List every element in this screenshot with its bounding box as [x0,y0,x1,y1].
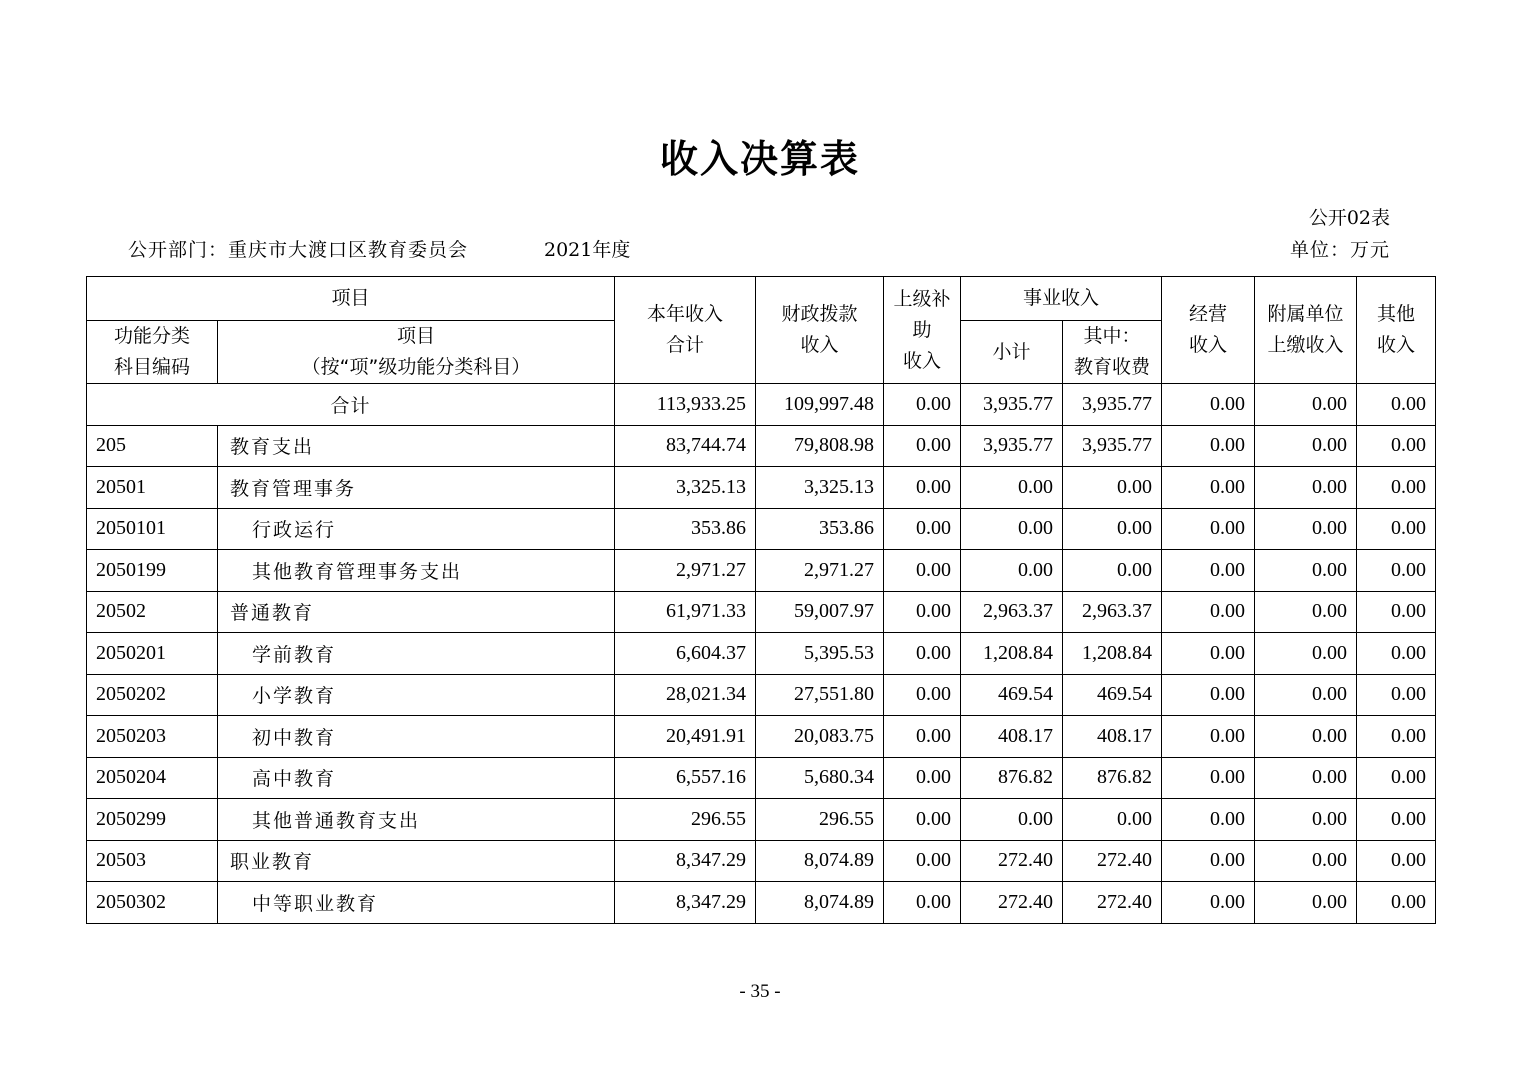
item-name-cell: 其他普通教育支出 [218,799,615,841]
amount-cell: 1,208.84 [1063,633,1162,675]
table-row [87,757,1436,799]
amount-cell: 28,021.34 [615,674,756,716]
table-row [87,674,1436,716]
amount-cell: 79,808.98 [756,425,884,467]
income-table [86,276,1436,924]
table-row [87,550,1436,592]
amount-cell: 59,007.97 [756,591,884,633]
amount-cell: 0.00 [1357,674,1436,716]
func-code-cell: 2050204 [87,757,218,799]
total-cell: 0.00 [1255,384,1357,426]
amount-cell: 20,083.75 [756,716,884,758]
amount-cell: 2,963.37 [961,591,1063,633]
amount-cell: 0.00 [1162,633,1255,675]
amount-cell: 876.82 [1063,757,1162,799]
header-business-edu-line2: 教育收费 [1074,356,1151,378]
amount-cell: 0.00 [1255,757,1357,799]
amount-cell: 0.00 [1162,882,1255,924]
amount-cell: 272.40 [1063,882,1162,924]
amount-cell: 0.00 [884,716,961,758]
header-func-code [87,321,218,384]
table-row [87,882,1436,924]
amount-cell: 0.00 [884,425,961,467]
amount-cell: 2,963.37 [1063,591,1162,633]
header-superior-line3: 收入 [903,349,942,372]
amount-cell: 0.00 [1162,467,1255,509]
amount-cell: 1,208.84 [961,633,1063,675]
func-code-cell: 2050199 [87,550,218,592]
table-row [87,633,1436,675]
amount-cell: 5,680.34 [756,757,884,799]
fiscal-year: 2021年度 [544,239,631,261]
func-code-cell: 205 [87,425,218,467]
amount-cell: 0.00 [1063,799,1162,841]
amount-cell: 0.00 [1255,591,1357,633]
amount-cell: 3,935.77 [1063,425,1162,467]
header-business-subtotal: 小计 [961,321,1063,384]
func-code-cell: 20502 [87,591,218,633]
item-name-cell: 行政运行 [218,508,615,550]
amount-cell: 0.00 [1255,799,1357,841]
amount-cell: 272.40 [961,840,1063,882]
header-operating-line2: 收入 [1189,334,1228,356]
amount-cell: 0.00 [961,508,1063,550]
page-title: 收入决算表 [659,137,860,181]
table-row [87,716,1436,758]
amount-cell: 0.00 [884,467,961,509]
total-cell: 0.00 [1357,384,1436,426]
amount-cell: 272.40 [961,882,1063,924]
amount-cell: 0.00 [884,674,961,716]
item-name-cell: 中等职业教育 [218,882,615,924]
amount-cell: 0.00 [1357,799,1436,841]
header-business-edu [1063,321,1162,384]
table-row [87,591,1436,633]
header-func-code-line2: 科目编码 [113,356,190,378]
header-total [615,277,756,384]
table-row [87,840,1436,882]
amount-cell: 0.00 [1162,840,1255,882]
item-name-cell: 初中教育 [218,716,615,758]
amount-cell: 0.00 [1357,757,1436,799]
amount-cell: 272.40 [1063,840,1162,882]
amount-cell: 0.00 [884,591,961,633]
header-superior [884,277,961,384]
amount-cell: 353.86 [756,508,884,550]
func-code-cell: 20503 [87,840,218,882]
item-name-cell: 其他教育管理事务支出 [218,550,615,592]
header-superior-line2: 助 [912,318,932,341]
total-cell: 109,997.48 [756,384,884,426]
amount-cell: 0.00 [1162,425,1255,467]
amount-cell: 296.55 [756,799,884,841]
amount-cell: 469.54 [961,674,1063,716]
amount-cell: 3,325.13 [615,467,756,509]
amount-cell: 0.00 [884,799,961,841]
item-name-cell: 高中教育 [218,757,615,799]
page-number: - 35 - [739,981,781,1002]
table-row [87,425,1436,467]
amount-cell: 0.00 [1162,591,1255,633]
amount-cell: 296.55 [615,799,756,841]
amount-cell: 0.00 [1255,467,1357,509]
amount-cell: 0.00 [1357,508,1436,550]
header-operating [1162,277,1255,384]
amount-cell: 2,971.27 [756,550,884,592]
amount-cell: 0.00 [1255,840,1357,882]
item-name-cell: 普通教育 [218,591,615,633]
amount-cell: 5,395.53 [756,633,884,675]
amount-cell: 0.00 [1357,550,1436,592]
item-name-cell: 学前教育 [218,633,615,675]
amount-cell: 0.00 [884,757,961,799]
amount-cell: 0.00 [1063,467,1162,509]
amount-cell: 0.00 [1162,757,1255,799]
func-code-cell: 2050201 [87,633,218,675]
amount-cell: 3,325.13 [756,467,884,509]
amount-cell: 0.00 [961,467,1063,509]
header-business-group: 事业收入 [961,277,1162,321]
amount-cell: 0.00 [1255,508,1357,550]
header-affiliated-line1: 附属单位 [1267,303,1344,325]
total-cell: 3,935.77 [1063,384,1162,426]
amount-cell: 0.00 [884,882,961,924]
amount-cell: 0.00 [961,799,1063,841]
header-operating-line1: 经营 [1189,303,1228,325]
total-cell: 3,935.77 [961,384,1063,426]
amount-cell: 0.00 [1162,508,1255,550]
amount-cell: 83,744.74 [615,425,756,467]
amount-cell: 8,347.29 [615,840,756,882]
header-item-name [218,321,615,384]
amount-cell: 0.00 [1255,716,1357,758]
header-superior-line1: 上级补 [893,287,951,310]
amount-cell: 408.17 [961,716,1063,758]
item-name-cell: 职业教育 [218,840,615,882]
amount-cell: 0.00 [1357,840,1436,882]
amount-cell: 0.00 [1255,674,1357,716]
total-cell: 113,933.25 [615,384,756,426]
header-item-name-line1: 项目 [397,325,436,347]
amount-cell: 8,347.29 [615,882,756,924]
header-fiscal-line1: 财政拨款 [781,303,858,325]
func-code-cell: 2050302 [87,882,218,924]
amount-cell: 0.00 [1357,467,1436,509]
amount-cell: 0.00 [1255,550,1357,592]
amount-cell: 0.00 [884,550,961,592]
total-cell: 0.00 [1162,384,1255,426]
header-total-line1: 本年收入 [647,303,724,325]
amount-cell: 61,971.33 [615,591,756,633]
item-name-cell: 小学教育 [218,674,615,716]
amount-cell: 3,935.77 [961,425,1063,467]
amount-cell: 0.00 [884,840,961,882]
header-affiliated-line2: 上缴收入 [1267,334,1344,356]
amount-cell: 0.00 [1357,591,1436,633]
amount-cell: 2,971.27 [615,550,756,592]
header-fiscal [756,277,884,384]
amount-cell: 0.00 [961,550,1063,592]
amount-cell: 0.00 [1063,550,1162,592]
total-row [87,384,1436,426]
header-affiliated [1255,277,1357,384]
amount-cell: 469.54 [1063,674,1162,716]
total-cell: 0.00 [884,384,961,426]
amount-cell: 0.00 [1357,882,1436,924]
header-business-edu-line1: 其中： [1083,325,1141,347]
amount-cell: 0.00 [1162,674,1255,716]
func-code-cell: 2050203 [87,716,218,758]
table-row [87,467,1436,509]
department-label: 公开部门：重庆市大渡口区教育委员会 [128,239,469,261]
func-code-cell: 2050299 [87,799,218,841]
amount-cell: 20,491.91 [615,716,756,758]
func-code-cell: 2050101 [87,508,218,550]
header-other-line1: 其他 [1377,303,1416,325]
header-other-line2: 收入 [1377,334,1416,356]
amount-cell: 0.00 [1255,633,1357,675]
header-item-name-line2: （按“项”级功能分类科目） [301,356,531,378]
amount-cell: 0.00 [1255,882,1357,924]
amount-cell: 0.00 [1162,799,1255,841]
func-code-cell: 2050202 [87,674,218,716]
amount-cell: 0.00 [1357,716,1436,758]
table-body [87,384,1436,924]
amount-cell: 0.00 [1162,550,1255,592]
amount-cell: 6,604.37 [615,633,756,675]
unit-label: 单位：万元 [1289,239,1390,261]
amount-cell: 8,074.89 [756,882,884,924]
table-row [87,799,1436,841]
amount-cell: 0.00 [1357,425,1436,467]
amount-cell: 0.00 [884,508,961,550]
amount-cell: 8,074.89 [756,840,884,882]
amount-cell: 408.17 [1063,716,1162,758]
item-name-cell: 教育管理事务 [218,467,615,509]
amount-cell: 353.86 [615,508,756,550]
form-code: 公开02表 [1308,207,1390,229]
amount-cell: 0.00 [1162,716,1255,758]
table-row [87,508,1436,550]
amount-cell: 27,551.80 [756,674,884,716]
amount-cell: 6,557.16 [615,757,756,799]
amount-cell: 0.00 [1255,425,1357,467]
header-total-line2: 合计 [666,334,705,356]
func-code-cell: 20501 [87,467,218,509]
item-name-cell: 教育支出 [218,425,615,467]
amount-cell: 0.00 [1357,633,1436,675]
header-func-code-line1: 功能分类 [113,325,190,347]
header-fiscal-line2: 收入 [800,334,839,356]
header-item-group: 项目 [87,277,615,321]
amount-cell: 0.00 [884,633,961,675]
amount-cell: 876.82 [961,757,1063,799]
total-label: 合计 [87,384,615,426]
amount-cell: 0.00 [1063,508,1162,550]
header-other [1357,277,1436,384]
